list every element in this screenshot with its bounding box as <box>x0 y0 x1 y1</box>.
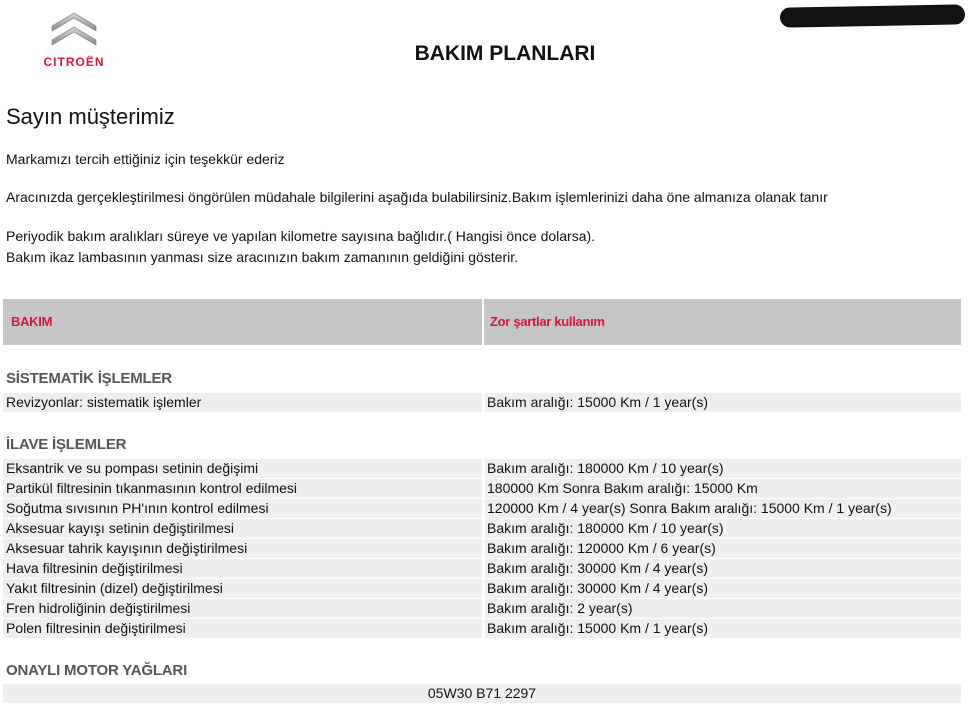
row-name: Aksesuar kayışı setinin değiştirilmesi <box>6 520 234 536</box>
section-systematic-title: SİSTEMATİK İŞLEMLER <box>6 370 172 387</box>
row-interval: Bakım aralığı: 2 year(s) <box>487 600 633 616</box>
table-row <box>3 499 961 518</box>
row-name: Yakıt filtresinin (dizel) değiştirilmesi <box>6 580 223 596</box>
table-row <box>3 559 961 578</box>
thanks-text: Markamızı tercih ettiğiniz için teşekkür ederiz <box>6 151 285 167</box>
table-row <box>3 393 961 412</box>
row-divider <box>482 619 485 638</box>
row-name: Revizyonlar: sistematik işlemler <box>6 394 202 410</box>
table-row <box>3 479 961 498</box>
periodic-text: Periyodik bakım aralıkları süreye ve yapılan kilometre sayısına bağlıdır.( Hangisi önce dolarsa). <box>6 228 596 244</box>
row-name: Soğutma sıvısının PH'ının kontrol edilmesi <box>6 500 269 516</box>
section-additional-title: İLAVE İŞLEMLER <box>6 436 127 453</box>
row-name: Fren hidroliğinin değiştirilmesi <box>6 600 191 616</box>
header-col-conditions: Zor şartlar kullanım <box>490 314 605 329</box>
table-header <box>3 299 961 345</box>
row-interval: Bakım aralığı: 30000 Km / 4 year(s) <box>487 560 708 576</box>
row-divider <box>482 559 485 578</box>
row-interval: Bakım aralığı: 30000 Km / 4 year(s) <box>487 580 708 596</box>
header-divider <box>482 299 484 345</box>
row-divider <box>482 599 485 618</box>
row-name: Aksesuar tahrik kayışının değiştirilmesi <box>6 540 248 556</box>
row-divider <box>482 539 485 558</box>
greeting: Sayın müşterimiz <box>6 104 175 129</box>
oil-row <box>3 684 961 703</box>
table-row <box>3 519 961 538</box>
row-divider <box>482 479 485 498</box>
row-interval: Bakım aralığı: 120000 Km / 6 year(s) <box>487 540 716 556</box>
row-interval: Bakım aralığı: 15000 Km / 1 year(s) <box>487 394 708 410</box>
row-divider <box>482 459 485 478</box>
table-row <box>3 579 961 598</box>
row-interval: 120000 Km / 4 year(s) Sonra Bakım aralığı: 15000 Km / 1 year(s) <box>487 500 892 516</box>
table-row <box>3 599 961 618</box>
row-name: Polen filtresinin değiştirilmesi <box>6 620 186 636</box>
row-divider <box>482 579 485 598</box>
row-name: Partikül filtresinin tıkanmasının kontrol edilmesi <box>6 480 298 496</box>
row-interval: Bakım aralığı: 180000 Km / 10 year(s) <box>487 460 724 476</box>
table-row <box>3 539 961 558</box>
row-divider <box>482 519 485 538</box>
row-interval: Bakım aralığı: 15000 Km / 1 year(s) <box>487 620 708 636</box>
row-name: Hava filtresinin değiştirilmesi <box>6 560 183 576</box>
section-oils-title: ONAYLI MOTOR YAĞLARI <box>6 662 188 679</box>
row-name: Eksantrik ve su pompası setinin değişimi <box>6 460 259 476</box>
redacted-field <box>780 4 965 27</box>
header-col-bakim: BAKIM <box>11 314 53 329</box>
info-text: Aracınızda gerçekleştirilmesi öngörülen müdahale bilgilerini aşağıda bulabilirsiniz.Bakım işlemlerinizi daha öne almanıza olanak tanır <box>6 189 828 205</box>
page-title: BAKIM PLANLARI <box>414 42 596 65</box>
brand-wordmark: CITROËN <box>43 55 105 69</box>
row-interval: 180000 Km Sonra Bakım aralığı: 15000 Km <box>487 480 758 496</box>
row-divider <box>482 393 485 412</box>
row-interval: Bakım aralığı: 180000 Km / 10 year(s) <box>487 520 724 536</box>
oil-value: 05W30 B71 2297 <box>427 685 537 701</box>
table-row <box>3 459 961 478</box>
warning-text: Bakım ikaz lambasının yanması size aracınızın bakım zamanının geldiğini gösterir. <box>6 249 519 265</box>
row-divider <box>482 499 485 518</box>
table-row <box>3 619 961 638</box>
